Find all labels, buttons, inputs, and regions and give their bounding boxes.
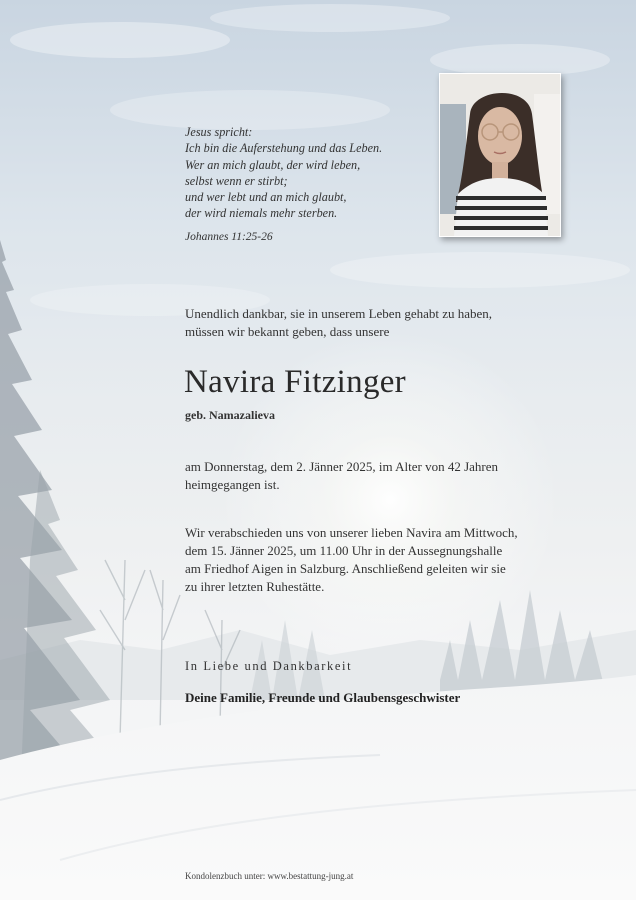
death-notice bbox=[185, 458, 498, 494]
quote-line: Ich bin die Auferstehung und das Leben. bbox=[185, 141, 383, 156]
quote-line: Jesus spricht: bbox=[185, 125, 253, 139]
quote-line: der wird niemals mehr sterben. bbox=[185, 206, 338, 221]
intro-text bbox=[185, 305, 492, 341]
funeral-line: zu ihrer letzten Ruhestätte. bbox=[185, 579, 325, 594]
quote-line: und wer lebt und an mich glaubt, bbox=[185, 190, 347, 205]
quote-reference: Johannes 11:25-26 bbox=[185, 230, 273, 243]
condolence-book-link[interactable]: Kondolenzbuch unter: www.bestattung-jung.at bbox=[185, 871, 354, 881]
funeral-line: dem 15. Jänner 2025, um 11.00 Uhr in der Aussegnungshalle bbox=[185, 543, 503, 558]
signature: Deine Familie, Freunde und Glaubensgeschwister bbox=[185, 690, 461, 705]
funeral-line: Wir verabschieden uns von unserer lieben Navira am Mittwoch, bbox=[185, 525, 518, 540]
portrait-image bbox=[440, 74, 560, 236]
quote-line: Wer an mich glaubt, der wird leben, bbox=[185, 157, 361, 172]
deceased-name: Navira Fitzinger bbox=[184, 364, 406, 400]
intro-line: müssen wir bekannt geben, dass unsere bbox=[185, 324, 390, 339]
intro-line: Unendlich dankbar, sie in unserem Leben gehabt zu haben, bbox=[185, 306, 493, 321]
bible-quote bbox=[185, 124, 382, 245]
closing-phrase: In Liebe und Dankbarkeit bbox=[185, 659, 353, 673]
maiden-name: geb. Namazalieva bbox=[185, 408, 275, 422]
death-notice-line: heimgegangen ist. bbox=[185, 477, 280, 492]
funeral-details bbox=[185, 524, 518, 596]
funeral-line: am Friedhof Aigen in Salzburg. Anschließend geleiten wir sie bbox=[185, 561, 506, 576]
portrait-photo bbox=[439, 73, 561, 237]
death-notice-line: am Donnerstag, dem 2. Jänner 2025, im Alter von 42 Jahren bbox=[185, 459, 499, 474]
quote-line: selbst wenn er stirbt; bbox=[185, 173, 288, 188]
